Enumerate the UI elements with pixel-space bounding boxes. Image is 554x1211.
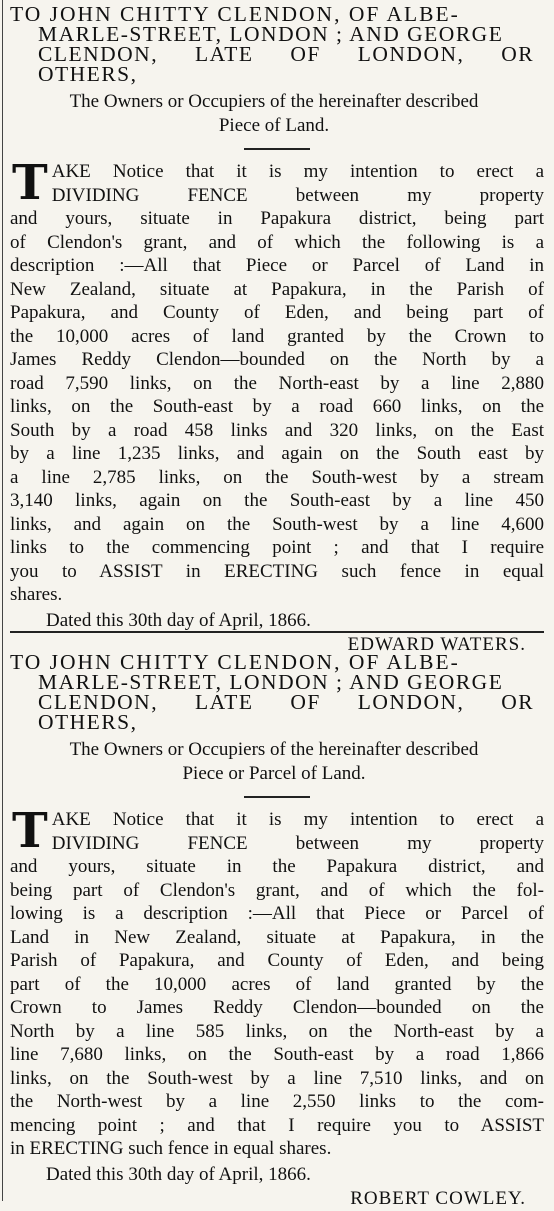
body-line: part of the 10,000 acres of land granted by the <box>10 973 544 995</box>
body-line: AKE Notice that it is my intention to erect a <box>51 161 544 182</box>
owners-text: The Owners or Occupiers of the hereinafter described <box>69 91 479 112</box>
body-line: line 7,680 links, on the South-east by a road 1,866 <box>10 1044 544 1065</box>
heading-line: CLENDON, LATE OF LONDON, OR <box>38 690 535 714</box>
owners-text: Piece of Land. <box>218 115 330 136</box>
body-line: by a line 1,235 links, and again on the South east by <box>10 443 544 464</box>
body-line: Land in New Zealand, situate at Papakura, in the <box>10 926 544 948</box>
body-line: being part of Clendon's grant, and of which the fol- <box>10 879 544 901</box>
body-line: in ERECTING such fence in equal shares. <box>10 1138 332 1159</box>
notice-robert-cowley <box>10 652 544 1211</box>
owners-text: Piece or Parcel of Land. <box>182 763 366 784</box>
short-divider <box>244 796 310 798</box>
body-line: a line 2,785 links, on the South-west by a stream <box>10 466 544 488</box>
body-line: you to ASSIST in ERECTING such fence in equal <box>10 560 544 582</box>
body-line: links, and again on the South-west by a line 4,600 <box>10 513 544 535</box>
heading-line: OTHERS, <box>38 62 138 86</box>
body-line: description :—All that Piece or Parcel of Land in <box>10 255 544 276</box>
heading-line: CLENDON, LATE OF LONDON, OR <box>38 42 535 66</box>
body-line: 3,140 links, again on the South-east by a line 450 <box>10 490 544 511</box>
signature: ROBERT COWLEY. <box>350 1187 526 1209</box>
heading-line: MARLE-STREET, LONDON ; AND GEORGE <box>38 22 504 46</box>
drop-cap: T <box>12 155 48 211</box>
body-line: DIVIDING FENCE between my property <box>51 832 544 854</box>
notice-heading <box>10 652 544 732</box>
signature: EDWARD WATERS. <box>347 633 526 655</box>
owners-text: The Owners or Occupiers of the hereinafter described <box>69 739 479 760</box>
body-line: Crown to James Reddy Clendon—bounded on the <box>10 997 544 1018</box>
body-line: AKE Notice that it is my intention to erect a <box>51 809 544 830</box>
body-line: Parish of Papakura, and County of Eden, and being <box>10 950 544 971</box>
column-rule-left <box>2 0 3 1201</box>
body-line: road 7,590 links, on the North-east by a line 2,880 <box>10 372 544 394</box>
heading-line: MARLE-STREET, LONDON ; AND GEORGE <box>38 670 504 694</box>
body-line: James Reddy Clendon—bounded on the North by a <box>10 349 544 370</box>
owners-line <box>10 90 544 138</box>
notice-divider <box>10 631 544 633</box>
body-line: South by a road 458 links and 320 links, on the East <box>10 419 544 441</box>
dated-line: Dated this 30th day of April, 1866. <box>46 609 311 631</box>
body-line: links, on the South-west by a line 7,510 links, and on <box>10 1067 544 1089</box>
drop-cap: T <box>12 803 48 859</box>
notice-body <box>10 803 544 1161</box>
notice-heading <box>10 4 544 84</box>
body-line: and yours, situate in Papakura district, being part <box>10 208 544 229</box>
body-line: links to the commencing point ; and that I require <box>10 537 544 558</box>
body-line: mencing point ; and that I require you to ASSIST <box>10 1114 544 1136</box>
body-line: shares. <box>10 584 63 605</box>
heading-line: TO JOHN CHITTY CLENDON, OF ALBE- <box>10 2 460 26</box>
body-line: Papakura, and County of Eden, and being part of <box>10 302 544 323</box>
body-line: DIVIDING FENCE between my property <box>51 184 544 206</box>
body-line: lowing is a description :—All that Piece or Parcel of <box>10 903 544 924</box>
heading-line: TO JOHN CHITTY CLENDON, OF ALBE- <box>10 650 460 674</box>
body-line: New Zealand, situate at Papakura, in the Parish of <box>10 278 544 300</box>
owners-line <box>10 738 544 786</box>
dated-line: Dated this 30th day of April, 1866. <box>46 1163 311 1185</box>
body-line: North by a line 585 links, on the North-east by a <box>10 1020 544 1042</box>
body-line: the North-west by a line 2,550 links to the com- <box>10 1091 544 1112</box>
body-line: and yours, situate in the Papakura district, and <box>10 856 544 877</box>
short-divider <box>244 148 310 150</box>
body-line: of Clendon's grant, and of which the following is a <box>10 231 544 253</box>
body-line: the 10,000 acres of land granted by the Crown to <box>10 325 544 347</box>
notice-edward-waters <box>10 4 544 657</box>
notice-body <box>10 155 544 607</box>
heading-line: OTHERS, <box>38 710 138 734</box>
body-line: links, on the South-east by a road 660 links, on the <box>10 396 544 417</box>
